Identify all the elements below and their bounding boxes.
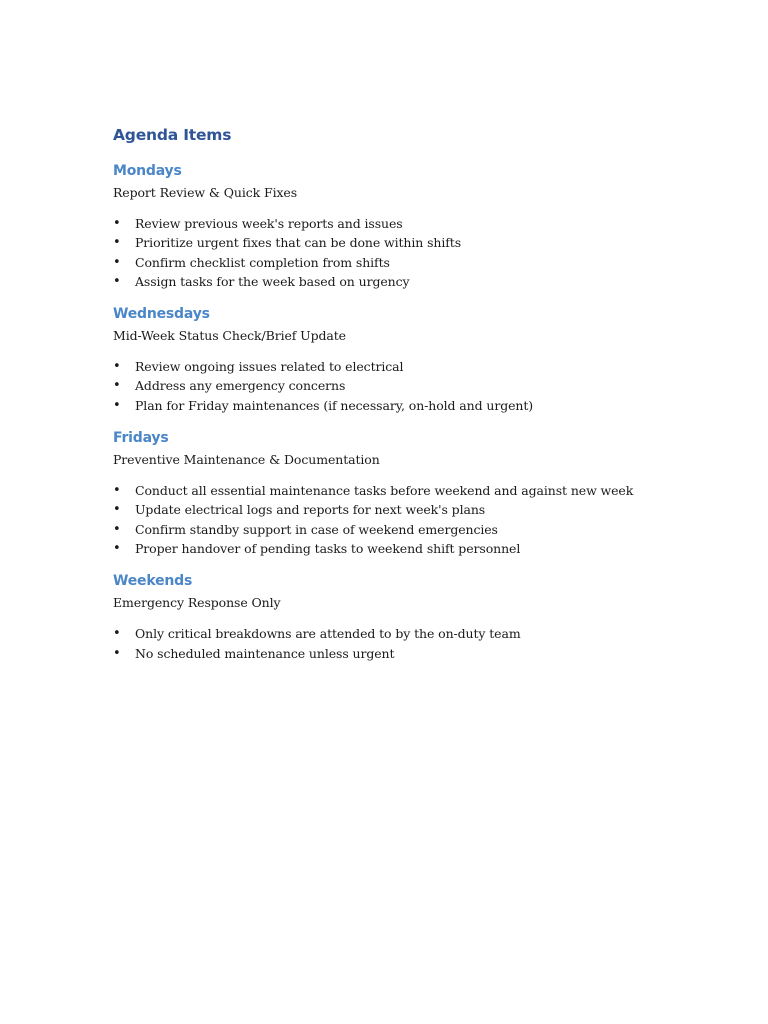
list-item [113, 500, 713, 519]
list-item-text: Update electrical logs and reports for next week's plans [135, 502, 486, 518]
bullet-icon: • [113, 645, 121, 661]
bullet-icon: • [113, 397, 121, 413]
bullet-icon: • [113, 540, 121, 556]
bullet-icon: • [113, 521, 121, 537]
bullet-list [113, 481, 713, 558]
bullet-list [113, 357, 713, 415]
document-title: Agenda Items [113, 126, 232, 144]
bullet-icon: • [113, 502, 121, 518]
section-heading: Weekends [113, 573, 193, 590]
list-item-text: Confirm standby support in case of weekend emergencies [135, 521, 498, 537]
list-item-text: Prioritize urgent fixes that can be done within shifts [135, 235, 462, 251]
list-item [113, 644, 713, 663]
list-item-text: No scheduled maintenance unless urgent [135, 645, 395, 661]
list-item-text: Proper handover of pending tasks to weekend shift personnel [135, 540, 521, 556]
list-item [113, 539, 713, 558]
list-item-text: Review ongoing issues related to electrical [135, 359, 404, 375]
section-subtitle: Report Review & Quick Fixes [113, 185, 298, 200]
list-item [113, 376, 713, 395]
section-subtitle: Preventive Maintenance & Documentation [113, 452, 380, 468]
section-subtitle: Mid-Week Status Check/Brief Update [113, 328, 346, 344]
section-subtitle: Emergency Response Only [113, 595, 281, 611]
list-item-text: Review previous week's reports and issues [135, 216, 403, 231]
list-item-text: Address any emergency concerns [135, 378, 346, 394]
list-item [113, 272, 713, 291]
list-item-text: Plan for Friday maintenances (if necessary, on-hold and urgent) [135, 397, 534, 413]
bullet-list [113, 624, 713, 663]
document-page [113, 124, 713, 676]
list-item [113, 357, 713, 376]
list-item [113, 233, 713, 252]
list-item [113, 520, 713, 539]
bullet-icon: • [113, 378, 121, 394]
bullet-icon: • [113, 235, 121, 251]
bullet-list [113, 214, 713, 291]
section-fridays [113, 428, 713, 558]
list-item [113, 214, 713, 233]
section-mondays [113, 161, 713, 291]
list-item [113, 624, 713, 643]
list-item [113, 396, 713, 415]
bullet-icon: • [113, 216, 121, 231]
list-item-text: Conduct all essential maintenance tasks before weekend and against new week [135, 483, 634, 499]
section-weekends [113, 571, 713, 663]
bullet-icon: • [113, 273, 121, 289]
section-heading: Mondays [113, 163, 182, 179]
list-item-text: Assign tasks for the week based on urgency [135, 273, 410, 289]
bullet-icon: • [113, 254, 121, 270]
bullet-icon: • [113, 626, 121, 642]
bullet-icon: • [113, 483, 121, 499]
section-heading: Fridays [113, 430, 169, 447]
section-heading: Wednesdays [113, 306, 210, 323]
list-item-text: Only critical breakdowns are attended to by the on-duty team [135, 626, 521, 642]
section-wednesdays [113, 304, 713, 415]
list-item [113, 481, 713, 500]
list-item-text: Confirm checklist completion from shifts [135, 254, 390, 270]
bullet-icon: • [113, 359, 121, 375]
list-item [113, 253, 713, 272]
